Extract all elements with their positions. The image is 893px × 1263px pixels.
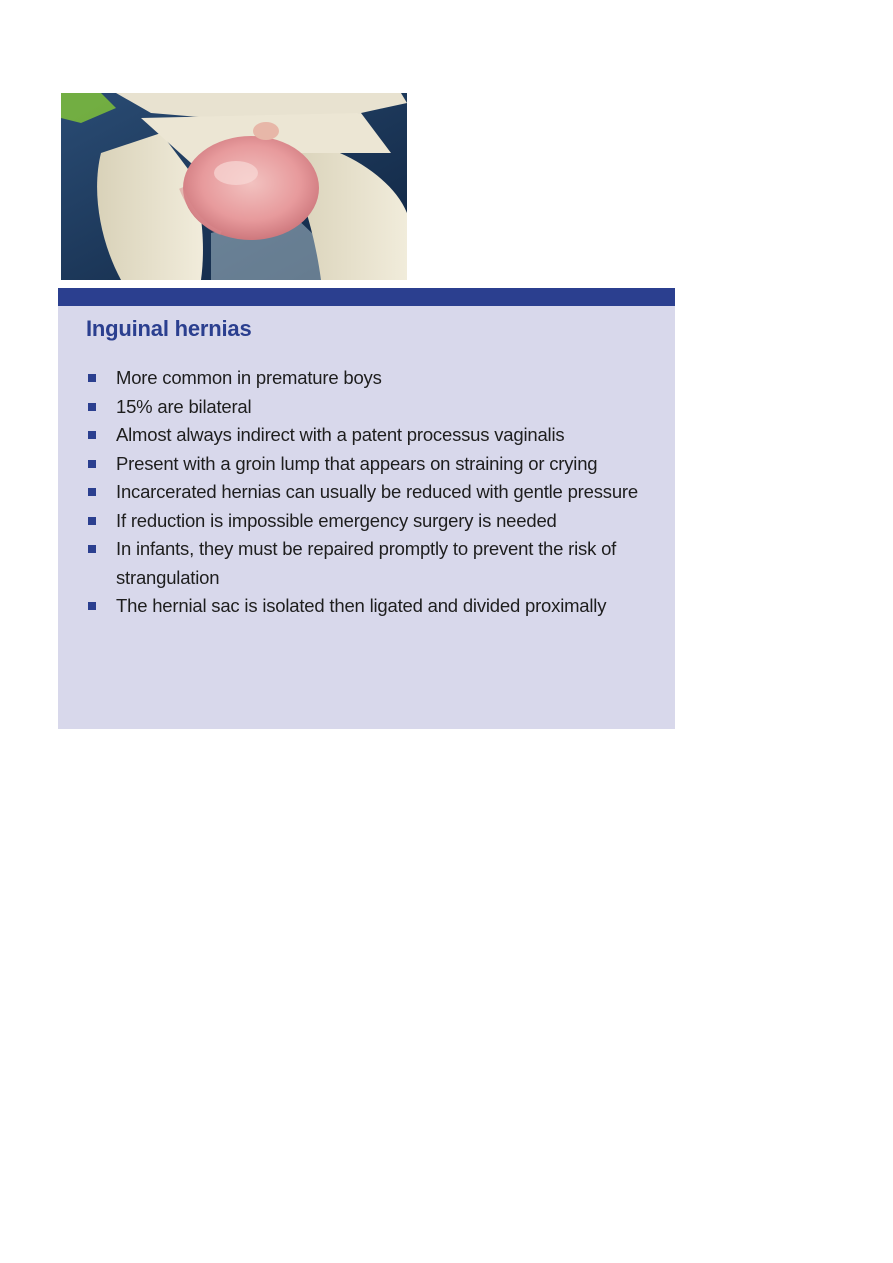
list-item-text: 15% are bilateral bbox=[116, 395, 252, 417]
list-item-text: Almost always indirect with a patent processus vaginalis bbox=[116, 424, 565, 445]
list-item bbox=[86, 393, 656, 422]
list-item-text: In infants, they must be repaired promptly to prevent the risk of strangulation bbox=[116, 538, 617, 588]
list-item-text: Incarcerated hernias can usually be reduced with gentle pressure bbox=[116, 481, 638, 502]
clinical-photo bbox=[61, 93, 407, 280]
square-bullet-icon bbox=[88, 460, 96, 468]
clinical-photo-illustration bbox=[61, 93, 407, 280]
list-item bbox=[86, 592, 656, 621]
list-item-text: If reduction is impossible emergency surgery is needed bbox=[116, 509, 557, 531]
square-bullet-icon bbox=[88, 488, 96, 496]
list-item bbox=[86, 535, 656, 592]
info-box bbox=[58, 288, 675, 729]
list-item-text: The hernial sac is isolated then ligated and divided proximally bbox=[116, 595, 607, 616]
list-item-text: More common in premature boys bbox=[116, 367, 382, 388]
square-bullet-icon bbox=[88, 403, 96, 411]
info-box-title: Inguinal hernias bbox=[86, 316, 252, 341]
square-bullet-icon bbox=[88, 602, 96, 610]
list-item bbox=[86, 507, 656, 536]
square-bullet-icon bbox=[88, 431, 96, 439]
list-item bbox=[86, 478, 656, 507]
list-item bbox=[86, 450, 656, 479]
square-bullet-icon bbox=[88, 545, 96, 553]
square-bullet-icon bbox=[88, 517, 96, 525]
list-item bbox=[86, 364, 656, 393]
list-item-text: Present with a groin lump that appears on straining or crying bbox=[116, 452, 598, 474]
info-box-header-bar bbox=[58, 288, 675, 306]
square-bullet-icon bbox=[88, 374, 96, 382]
list-item bbox=[86, 421, 656, 450]
bullet-list bbox=[86, 364, 656, 621]
